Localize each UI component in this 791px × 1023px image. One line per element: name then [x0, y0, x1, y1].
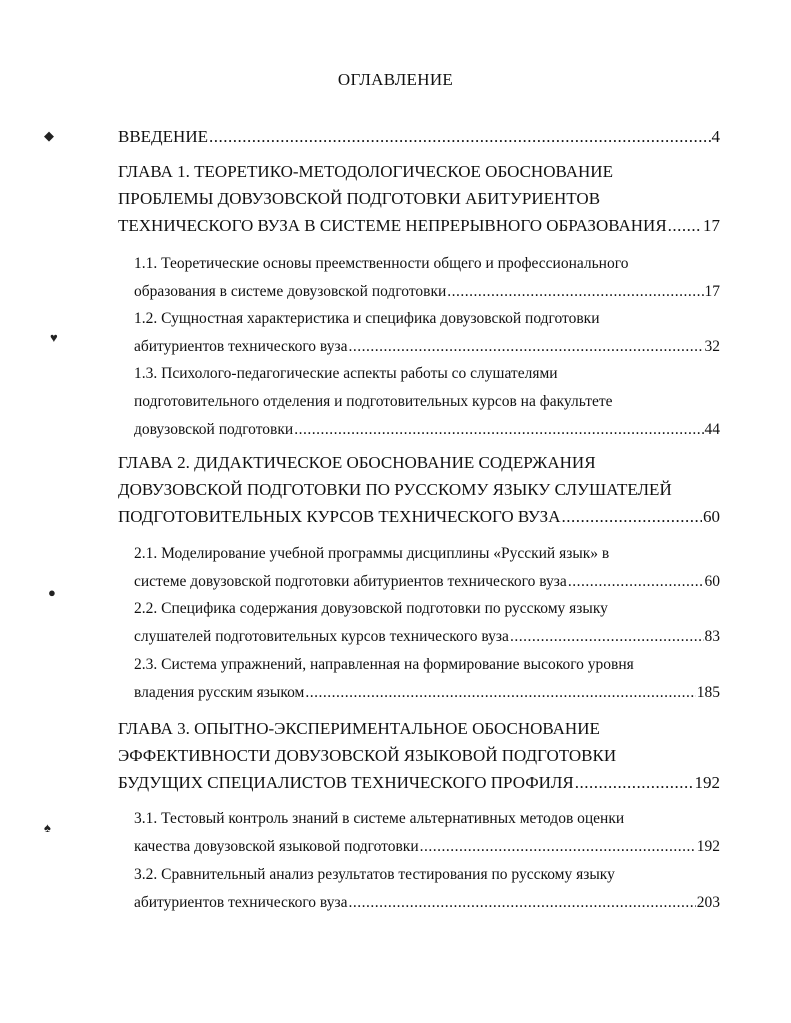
- entry-title: 2.1. Моделирование учебной программы дисциплины «Русский язык» в: [134, 545, 610, 562]
- toc-entry-chapter-1[interactable]: [118, 162, 720, 243]
- entry-title: 2.3. Система упражнений, направленная на формирование высокого уровня: [134, 656, 634, 673]
- entry-title: 3.1. Тестовый контроль знаний в системе альтернативных методов оценки: [134, 810, 625, 827]
- toc-line: [118, 719, 720, 746]
- toc-entry-section-1-2[interactable]: [134, 310, 720, 366]
- entry-title: ГЛАВА 1. ТЕОРЕТИКО-МЕТОДОЛОГИЧЕСКОЕ ОБОСНОВАНИЕ: [118, 162, 613, 181]
- toc-line: [118, 216, 720, 243]
- page-number: 32: [704, 338, 720, 355]
- entry-title: ВВЕДЕНИЕ: [118, 127, 208, 146]
- page-number: 4: [711, 127, 720, 146]
- dot-leader: [568, 573, 704, 591]
- dot-leader: [447, 283, 703, 301]
- dot-leader: [348, 338, 703, 356]
- toc-entry-section-2-3[interactable]: [134, 656, 720, 712]
- toc-line: [134, 600, 720, 628]
- dot-leader: [510, 628, 704, 646]
- toc-line: [134, 365, 720, 393]
- entry-title: ТЕХНИЧЕСКОГО ВУЗА В СИСТЕМЕ НЕПРЕРЫВНОГО ОБРАЗОВАНИЯ: [118, 216, 667, 235]
- entry-title: ПРОБЛЕМЫ ДОВУЗОВСКОЙ ПОДГОТОВКИ АБИТУРИЕНТОВ: [118, 189, 601, 208]
- entry-title: ПОДГОТОВИТЕЛЬНЫХ КУРСОВ ТЕХНИЧЕСКОГО ВУЗА: [118, 507, 561, 526]
- toc-entry-introduction[interactable]: [118, 127, 720, 154]
- toc-entry-section-2-2[interactable]: [134, 600, 720, 656]
- entry-title: образования в системе довузовской подготовки: [134, 283, 447, 300]
- entry-title: подготовительного отделения и подготовительных курсов на факультете: [134, 393, 613, 410]
- toc-entry-section-1-3[interactable]: [134, 365, 720, 449]
- toc-line: [134, 684, 720, 712]
- entry-title: качества довузовской языковой подготовки: [134, 838, 419, 855]
- toc-line: [134, 393, 720, 421]
- toc-line: [118, 480, 720, 507]
- entry-title: 1.3. Психолого-педагогические аспекты работы со слушателями: [134, 365, 558, 382]
- toc-line: [118, 746, 720, 773]
- page-number: 60: [704, 573, 720, 590]
- entry-title: БУДУЩИХ СПЕЦИАЛИСТОВ ТЕХНИЧЕСКОГО ПРОФИЛЯ: [118, 773, 574, 792]
- toc-line: [118, 189, 720, 216]
- toc-line: [118, 507, 720, 534]
- toc-entry-chapter-2[interactable]: [118, 453, 720, 534]
- entry-title: абитуриентов технического вуза: [134, 338, 348, 355]
- entry-title: владения русским языком: [134, 684, 305, 701]
- scan-speck: ♥: [50, 330, 58, 345]
- dot-leader: [348, 894, 695, 912]
- page-number: 60: [703, 507, 720, 526]
- dot-leader: [561, 507, 702, 527]
- toc-line: [118, 127, 720, 154]
- dot-leader: [668, 216, 702, 236]
- toc-line: [134, 310, 720, 338]
- toc-line: [134, 656, 720, 684]
- toc-line: [134, 810, 720, 838]
- entry-title: ЭФФЕКТИВНОСТИ ДОВУЗОВСКОЙ ЯЗЫКОВОЙ ПОДГОТОВКИ: [118, 746, 617, 765]
- toc-entry-section-1-1[interactable]: [134, 255, 720, 311]
- toc-line: [134, 421, 720, 449]
- toc-line: [134, 628, 720, 656]
- toc-line: [134, 283, 720, 311]
- entry-title: ГЛАВА 2. ДИДАКТИЧЕСКОЕ ОБОСНОВАНИЕ СОДЕРЖАНИЯ: [118, 453, 596, 472]
- entry-title: довузовской подготовки: [134, 421, 294, 438]
- page-number: 192: [694, 773, 720, 792]
- dot-leader: [575, 773, 694, 793]
- toc-entry-chapter-3[interactable]: [118, 719, 720, 800]
- toc-title: ОГЛАВЛЕНИЕ: [337, 70, 454, 89]
- scan-speck: ●: [48, 585, 56, 600]
- toc-line: [134, 338, 720, 366]
- page-number: 44: [704, 421, 720, 438]
- toc-line: [134, 545, 720, 573]
- scan-speck: ♠: [44, 820, 51, 835]
- scan-speck: ◆: [44, 128, 54, 143]
- page-number: 83: [704, 628, 720, 645]
- page-number: 203: [696, 894, 720, 911]
- toc-entry-section-2-1[interactable]: [134, 545, 720, 601]
- toc-line: [134, 894, 720, 922]
- toc-line: [134, 866, 720, 894]
- entry-title: 1.2. Сущностная характеристика и специфика довузовской подготовки: [134, 310, 600, 327]
- entry-title: ДОВУЗОВСКОЙ ПОДГОТОВКИ ПО РУССКОМУ ЯЗЫКУ СЛУШАТЕЛЕЙ: [118, 480, 672, 499]
- dot-leader: [305, 684, 695, 702]
- toc-line: [118, 773, 720, 800]
- entry-title: абитуриентов технического вуза: [134, 894, 348, 911]
- dot-leader: [420, 838, 696, 856]
- toc-line: [134, 838, 720, 866]
- toc-entry-section-3-2[interactable]: [134, 866, 720, 922]
- page-number: 185: [696, 684, 720, 701]
- toc-line: [134, 255, 720, 283]
- toc-entry-section-3-1[interactable]: [134, 810, 720, 866]
- entry-title: системе довузовской подготовки абитуриентов технического вуза: [134, 573, 567, 590]
- page-number: 17: [704, 283, 720, 300]
- toc-line: [118, 453, 720, 480]
- entry-title: 2.2. Специфика содержания довузовской подготовки по русскому языку: [134, 600, 608, 617]
- dot-leader: [209, 127, 711, 147]
- entry-title: слушателей подготовительных курсов технического вуза: [134, 628, 509, 645]
- toc-line: [134, 573, 720, 601]
- dot-leader: [294, 421, 703, 439]
- entry-title: 1.1. Теоретические основы преемственности общего и профессионального: [134, 255, 629, 272]
- page-number: 192: [696, 838, 720, 855]
- entry-title: 3.2. Сравнительный анализ результатов тестирования по русскому языку: [134, 866, 615, 883]
- entry-title: ГЛАВА 3. ОПЫТНО-ЭКСПЕРИМЕНТАЛЬНОЕ ОБОСНОВАНИЕ: [118, 719, 600, 738]
- page-number: 17: [703, 216, 720, 235]
- toc-line: [118, 162, 720, 189]
